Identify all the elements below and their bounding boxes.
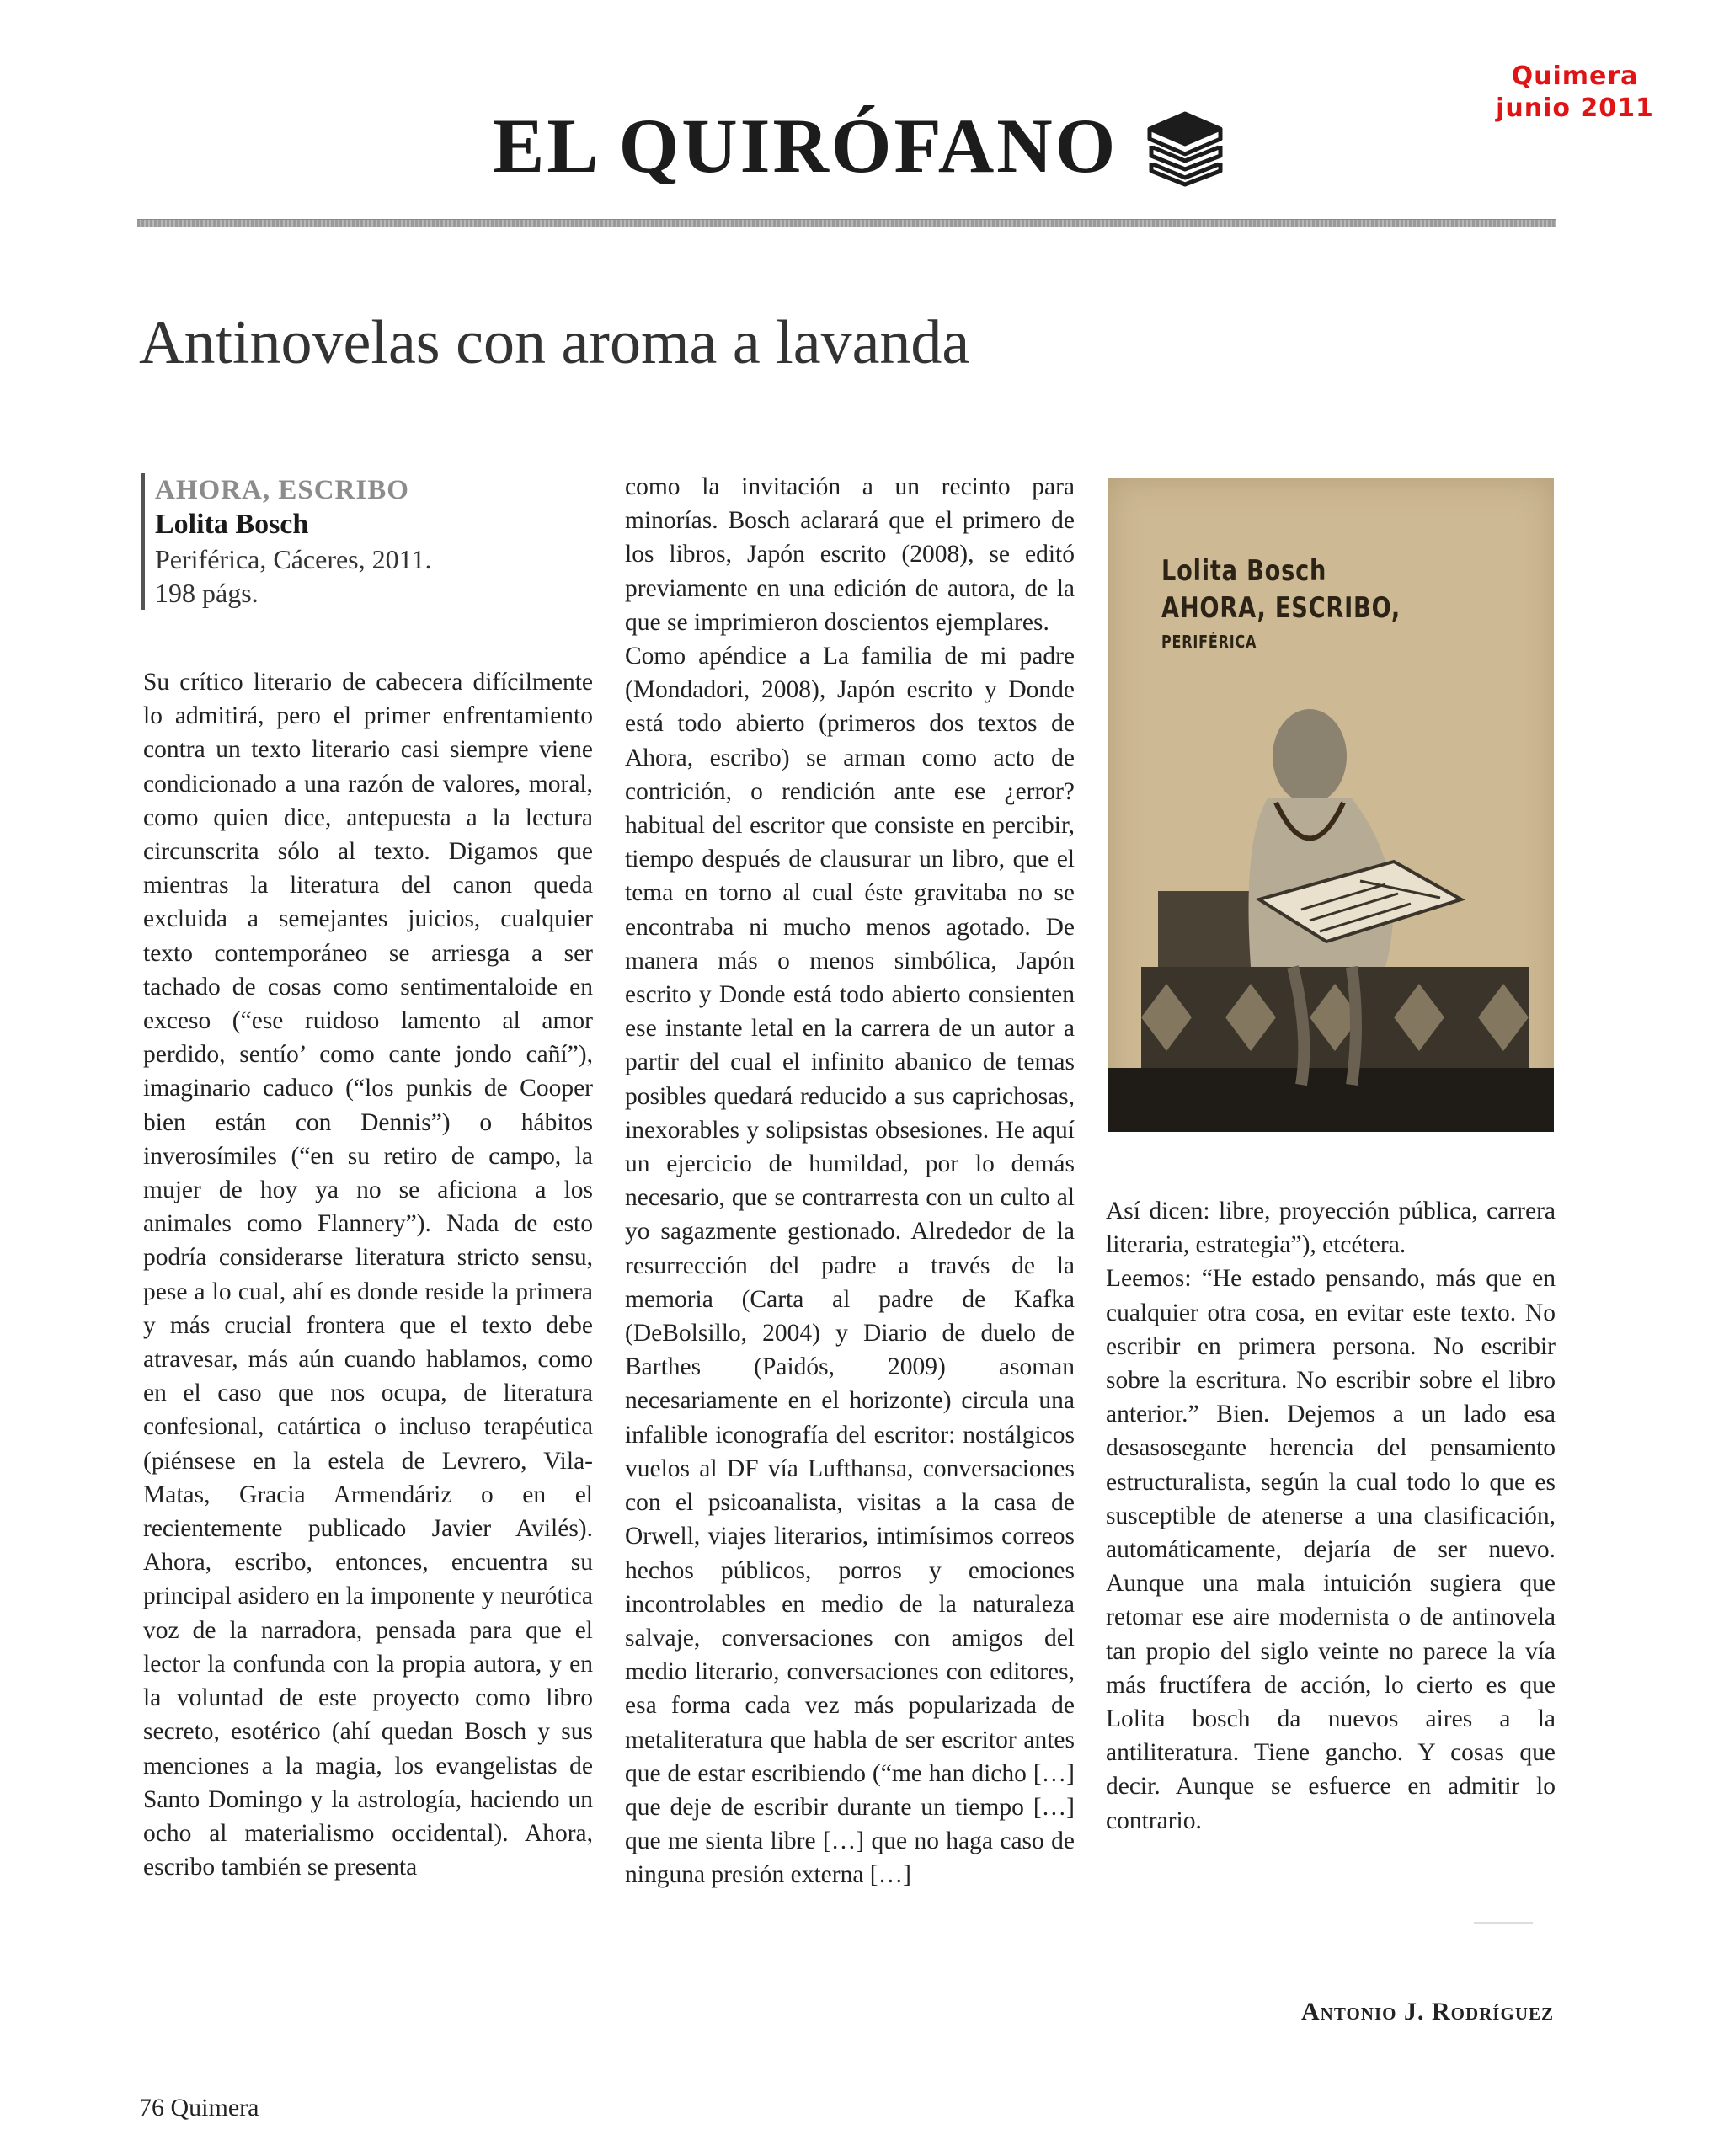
- stamp-date: junio 2011: [1496, 93, 1654, 123]
- book-author: Lolita Bosch: [155, 509, 309, 540]
- scan-speck: [1474, 1922, 1533, 1924]
- column-2-paragraph-2: Como apéndice a La familia de mi padre (Mondadori, 2008), Japón escrito y Donde está todo abierto (primeros dos textos de Ahora, escribo) se arman como acto de contrición, o rendición ante ese ¿error? habitual del escritor que consiste en percibir, tiempo después de clausurar un libro, que el tema en torno al cual éste gravitaba no se encontraba ni mucho menos agotado. De manera más o menos simbólica, Japón escrito y Donde está todo abierto consienten ese instante letal en la carrera de un autor a partir del cual el infinito abanico de temas posibles quedará reducido a sus caprichosas, inexorables y solipsistas obsesiones. He aquí un ejercicio de humildad, por lo demás necesario, que se contrarresta con un culto al yo sagazmente gestionado. Alrededor de la resurrección del padre a través de la memoria (Carta al padre de Kafka (DeBolsillo, 2004) y Diario de duelo de Barthes (Paidós, 2009) asoman necesariamente en el horizonte) circula una infalible iconografía del escritor: nostálgicos vuelos al DF vía Lufthansa, conversaciones con el psicoanalista, visitas a la casa de Orwell, viajes literarios, intimísimos correos hechos públicos, porros y emociones incontrolables en medio de la naturaleza salvaje, conversaciones con amigos del medio literario, conversaciones con editores, esa forma cada vez más popularizada de metaliteratura que habla de ser escritor antes que de estar escribiendo (“me han dicho […] que deje de escribir durante un tiempo […] que me sienta libre […] que no haga caso de ninguna presión externa […]: [625, 643, 1075, 1889]
- column-1-text: Su crítico literario de cabecera difícilmente lo admitirá, pero el primer enfrentamiento contra un texto literario casi siempre viene condicionado a una razón de valores, moral, como quien dice, antepuesta a la lectura circunscrita sólo al texto. Digamos que mientras la literatura del canon queda excluida a semejantes juicios, cualquier texto contemporáneo se arriesga a ser tachado de cosas como sentimentaloide en exceso (“ese ruidoso lamento al amor perdido, sentío’ como cante jondo cañí”), imaginario caduco (“los punkis de Cooper bien están con Dennis”) o hábitos inverosímiles (“en su retiro de campo, la mujer de hoy ya no se aficiona a los animales como Flannery”). Nada de esto podría considerarse literatura stricto sensu, pese a lo cual, ahí es donde reside la primera y más crucial frontera que el texto debe atravesar, más aún cuando hablamos, como en el caso que nos ocupa, de literatura confesional, catártica o incluso terapéutica (piénsese en la estela de Levrero, Vila-Matas, Gracia Armendáriz o en el recientemente publicado Javier Avilés). Ahora, escribo, entonces, encuentra su principal asidero en la imponente y neurótica voz de la narradora, pensada para que el lector la confunda con la propia autora, y en la voluntad de este proyecto como libro secreto, esotérico (ahí quedan Bosch y sus menciones a la magia, los evangelistas de Santo Domingo y la astrología, haciendo un ocho al materialismo occidental). Ahora, escribo también se presenta: [143, 669, 593, 1881]
- article-column-2: [625, 470, 1075, 1892]
- page-number: 76: [139, 2094, 164, 2121]
- footer-magazine: Quimera: [170, 2094, 259, 2121]
- author-signature: Antonio J. Rodríguez: [1301, 1998, 1554, 2025]
- cover-illustration: [1108, 689, 1554, 1132]
- section-title: EL QUIRÓFANO: [493, 103, 1118, 189]
- column-3-paragraph-2: Leemos: “He estado pensando, más que en cualquier otra cosa, en evitar este texto. No escribir en primera persona. No escribir sobre la escritura. No escribir sobre el libro anterior.” Bien. Dejemos a un lado esa desasosegante herencia del pensamiento estructuralista, según la cual todo lo que es susceptible de atenerse a una clasificación, automáticamente, dejaría de ser nuevo. Aunque una mala intuición sugiera que retomar ese aire modernista o de antinovela tan propio del siglo veinte no parece la vía más fructífera de acción, lo cierto es que Lolita bosch da nuevos aires a la antiliteratura. Tiene gancho. Y cosas que decir. Aunque se esfuerce en admitir lo contrario.: [1106, 1265, 1556, 1834]
- book-cover-image: [1108, 478, 1554, 1132]
- cover-author: Lolita Bosch: [1161, 554, 1327, 588]
- cover-title: AHORA, ESCRIBO,: [1161, 591, 1401, 625]
- section-header: [493, 99, 1227, 192]
- section-divider: [137, 219, 1556, 227]
- magazine-date-stamp: [1482, 61, 1668, 125]
- article-column-1: [143, 665, 593, 1884]
- cover-publisher: PERIFÉRICA: [1161, 632, 1257, 652]
- article-headline: Antinovelas con aroma a lavanda: [139, 308, 970, 377]
- page-footer: [139, 2094, 259, 2122]
- cover-text-block: [1161, 552, 1460, 657]
- column-3-paragraph-1: Así dicen: libre, proyección pública, carrera literaria, estrategia”), etcétera.: [1106, 1198, 1556, 1259]
- stamp-magazine: Quimera: [1511, 61, 1639, 91]
- book-pages: 198 págs.: [155, 578, 259, 608]
- article-column-3: [1106, 1194, 1556, 1838]
- book-publisher: Periférica, Cáceres, 2011.: [155, 544, 432, 574]
- column-2-paragraph-1: como la invitación a un recinto para minorías. Bosch aclarará que el primero de los libros, Japón escrito (2008), se editó previamente en una edición de autora, de la que se imprimieron doscientos ejemplares.: [625, 473, 1075, 636]
- book-info-box: [141, 473, 627, 610]
- book-title: AHORA, ESCRIBO: [155, 475, 409, 505]
- books-icon: [1143, 104, 1227, 188]
